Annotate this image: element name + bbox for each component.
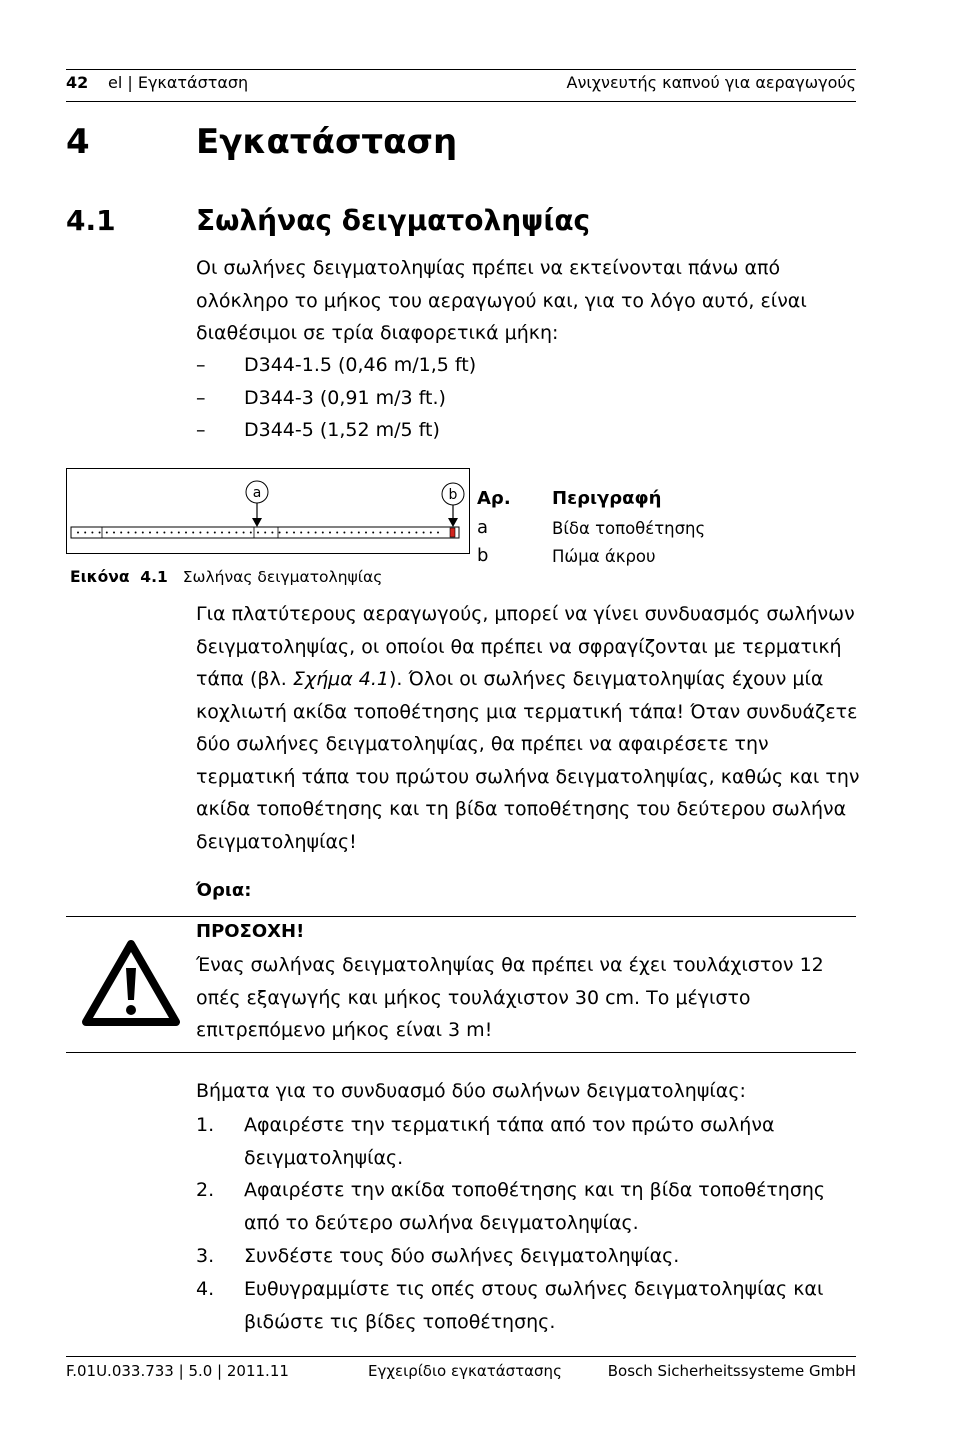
tube-hole-dot bbox=[243, 532, 245, 534]
footer-rule bbox=[66, 1356, 856, 1357]
legend-header-description: Περιγραφή bbox=[552, 488, 662, 509]
header-doc-title: Ανιχνευτής καπνού για αεραγωγούς bbox=[566, 73, 856, 92]
tube-hole-dot bbox=[394, 532, 396, 534]
tube-hole-dot bbox=[120, 532, 122, 534]
tube-hole-dot bbox=[163, 532, 165, 534]
tube-hole-dot bbox=[379, 532, 381, 534]
figure-sampling-tube bbox=[66, 468, 470, 554]
list-item-text: Αφαιρέστε την τερματική τάπα από τον πρώτο σωλήνα δειγματοληψίας. bbox=[244, 1114, 775, 1169]
callout-b-label: b bbox=[448, 487, 458, 503]
list-marker: – bbox=[196, 387, 206, 409]
tube-hole-dot bbox=[264, 532, 266, 534]
tube-hole-dot bbox=[214, 532, 216, 534]
figure-caption-text: Σωλήνας δειγματοληψίας bbox=[182, 568, 383, 586]
combine-text-before: Για πλατύτερους αεραγωγούς, μπορεί να γίνει συνδυασμός σωλήνων δειγματοληψίας, οι οποίοι θα πρέπει να σφραγίζονται με τερματική τάπα (βλ. bbox=[196, 603, 855, 690]
header-bottom-rule bbox=[66, 101, 856, 102]
callout-a-label: a bbox=[252, 485, 262, 501]
tube-hole-dot bbox=[408, 532, 410, 534]
tube-hole-dot bbox=[135, 532, 137, 534]
list-item-text: Αφαιρέστε την ακίδα τοποθέτησης και τη βίδα τοποθέτησης από το δεύτερο σωλήνα δειγματοληψίας. bbox=[244, 1179, 826, 1234]
arrow-down-icon bbox=[448, 518, 458, 527]
legend-header-number: Αρ. bbox=[477, 488, 511, 509]
figure-caption bbox=[70, 566, 382, 588]
legend-row-desc: Βίδα τοποθέτησης bbox=[552, 519, 706, 538]
tube-hole-dot bbox=[99, 532, 101, 534]
list-marker: – bbox=[196, 419, 206, 441]
tube-hole-dot bbox=[351, 532, 353, 534]
steps-intro: Βήματα για το συνδυασμό δύο σωλήνων δειγματοληψίας: bbox=[196, 1080, 746, 1102]
caution-bottom-rule bbox=[66, 1052, 856, 1053]
intro-paragraph: Οι σωλήνες δειγματοληψίας πρέπει να εκτείνονται πάνω από ολόκληρο το μήκος του αεραγωγού και, για το λόγο αυτό, είναι διαθέσιμοι σε τρία διαφορετικά μήκη: bbox=[196, 257, 807, 344]
section-number: 4.1 bbox=[66, 204, 116, 237]
figure-legend bbox=[477, 487, 857, 571]
list-item-text: D344-5 (1,52 m/5 ft) bbox=[244, 419, 440, 441]
tube-hole-dot bbox=[149, 532, 151, 534]
end-cap-marker bbox=[450, 528, 455, 537]
tube-hole-dot bbox=[142, 532, 144, 534]
tube-hole-dot bbox=[178, 532, 180, 534]
tube-hole-dot bbox=[271, 532, 273, 534]
list-marker: 2. bbox=[196, 1179, 215, 1201]
tube-hole-dot bbox=[199, 532, 201, 534]
warning-triangle-icon bbox=[80, 938, 182, 1028]
list-item-text: Συνδέστε τους δύο σωλήνες δειγματοληψίας. bbox=[244, 1245, 680, 1267]
list-marker: – bbox=[196, 354, 206, 376]
tube-hole-dot bbox=[293, 532, 295, 534]
list-item-text: D344-1.5 (0,46 m/1,5 ft) bbox=[244, 354, 477, 376]
tube-hole-dot bbox=[430, 532, 432, 534]
limits-heading: Όρια: bbox=[196, 880, 252, 901]
figure-reference-link[interactable]: Σχήμα 4.1 bbox=[292, 668, 389, 690]
tube-hole-dot bbox=[185, 532, 187, 534]
caution-text: Ένας σωλήνας δειγματοληψίας θα πρέπει να έχει τουλάχιστον 12 οπές εξαγωγής και μήκος τουλάχιστον 30 cm. Το μέγιστο επιτρεπόμενο μήκος είναι 3 m! bbox=[196, 954, 824, 1041]
tube-hole-dot bbox=[300, 532, 302, 534]
arrow-down-icon bbox=[252, 518, 262, 527]
combine-text-after: ). Όλοι οι σωλήνες δειγματοληψίας έχουν μία κοχλιωτή ακίδα τοποθέτησης μια τερματική τάπα! Όταν συνδυάζετε δύο σωλήνες δειγματοληψίας, θα πρέπει να αφαιρέσετε την τερματική τάπα του πρώτου σωλήνα δειγματοληψίας, καθώς και την ακίδα τοποθέτησης και τη βίδα τοποθέτησης του δεύτερου σωλήνα δειγματοληψίας! bbox=[196, 668, 860, 853]
tube-hole-dot bbox=[106, 532, 108, 534]
tube-hole-dot bbox=[171, 532, 173, 534]
list-marker: 1. bbox=[196, 1114, 215, 1136]
header-section-label: el | Εγκατάσταση bbox=[108, 73, 249, 92]
tube-hole-dot bbox=[91, 532, 93, 534]
combine-paragraph bbox=[196, 598, 860, 858]
footer-company: Bosch Sicherheitssysteme GmbH bbox=[607, 1362, 856, 1380]
footer-doc-id: F.01U.033.733 | 5.0 | 2011.11 bbox=[66, 1362, 289, 1380]
caution-title: ΠΡΟΣΟΧΗ! bbox=[196, 921, 305, 942]
tube-hole-dot bbox=[387, 532, 389, 534]
tube-hole-dot bbox=[113, 532, 115, 534]
sampling-tube-drawing bbox=[66, 468, 470, 554]
tube-hole-dot bbox=[307, 532, 309, 534]
legend-row-key: a bbox=[477, 517, 489, 538]
section-title: Σωλήνας δειγματοληψίας bbox=[196, 204, 591, 237]
tube-hole-dot bbox=[437, 532, 439, 534]
tube-hole-dot bbox=[423, 532, 425, 534]
tube-hole-dot bbox=[322, 532, 324, 534]
tube-hole-dot bbox=[127, 532, 129, 534]
legend-row-desc: Πώμα άκρου bbox=[552, 547, 656, 566]
tube-hole-dot bbox=[257, 532, 259, 534]
tube-hole-dot bbox=[401, 532, 403, 534]
list-item-text: D344-3 (0,91 m/3 ft.) bbox=[244, 387, 446, 409]
page-number: 42 bbox=[66, 73, 89, 92]
tube-hole-dot bbox=[192, 532, 194, 534]
tube-hole-dot bbox=[156, 532, 158, 534]
legend-row-key: b bbox=[477, 545, 489, 566]
tube-hole-dot bbox=[228, 532, 230, 534]
tube-hole-dot bbox=[358, 532, 360, 534]
tube-hole-dot bbox=[250, 532, 252, 534]
list-marker: 4. bbox=[196, 1278, 215, 1300]
list-marker: 3. bbox=[196, 1245, 215, 1267]
caution-top-rule bbox=[66, 916, 856, 917]
tube-hole-dot bbox=[279, 532, 281, 534]
tube-hole-dot bbox=[235, 532, 237, 534]
tube-hole-dot bbox=[329, 532, 331, 534]
tube-hole-dot bbox=[372, 532, 374, 534]
tube-hole-dot bbox=[221, 532, 223, 534]
tube-hole-dot bbox=[336, 532, 338, 534]
chapter-title: Εγκατάσταση bbox=[196, 122, 458, 162]
list-item-text: Ευθυγραμμίστε τις οπές στους σωλήνες δειγματοληψίας και βιδώστε τις βίδες τοποθέτησης. bbox=[244, 1278, 824, 1333]
tube-hole-dot bbox=[315, 532, 317, 534]
tube-hole-dot bbox=[343, 532, 345, 534]
footer-manual: Εγχειρίδιο εγκατάστασης bbox=[368, 1362, 562, 1380]
tube-hole-dot bbox=[207, 532, 209, 534]
header-top-rule bbox=[66, 69, 856, 70]
tube-hole-dot bbox=[415, 532, 417, 534]
tube-hole-dot bbox=[286, 532, 288, 534]
chapter-number: 4 bbox=[66, 122, 90, 162]
tube-hole-dot bbox=[365, 532, 367, 534]
tube-hole-dot bbox=[77, 532, 79, 534]
tube-hole-dot bbox=[84, 532, 86, 534]
figure-caption-label: Εικόνα 4.1 bbox=[70, 568, 168, 586]
